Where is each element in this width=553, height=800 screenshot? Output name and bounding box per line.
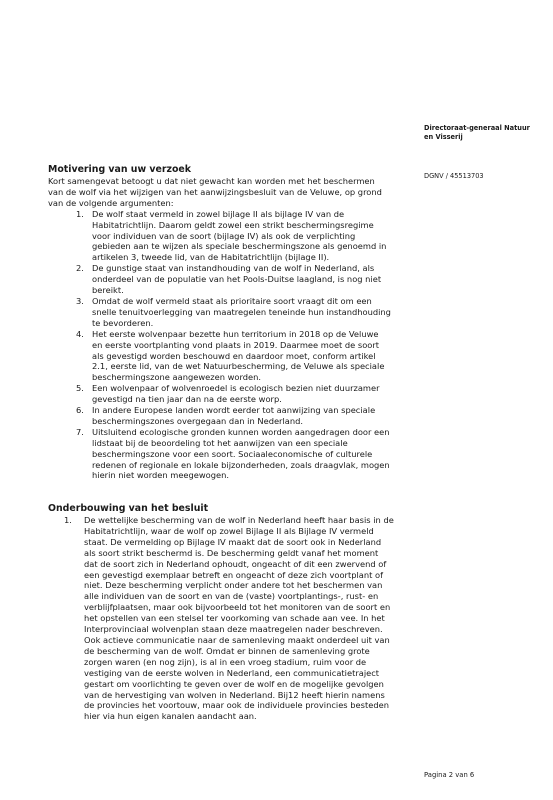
list-item-text (92, 405, 418, 427)
page-number: Pagina 2 van 6 (424, 771, 475, 779)
section-justification (48, 503, 418, 722)
text-line: hier via hun eigen kanalen aandacht aan. (84, 711, 257, 722)
text-line: 2.1, eerste lid, van de wet Natuurbescherming, de Veluwe als speciale (92, 361, 385, 372)
text-line: Habitatrichtlijn, waar de wolf op zowel Bijlage II als Bijlage IV vermeld (84, 525, 374, 536)
text-line: gestart om voorlichting te geven over de wolf en de mogelijke gevolgen (84, 678, 384, 689)
argument-list (48, 209, 418, 482)
list-item-text (92, 209, 418, 264)
text-line: staat. De vermelding op Bijlage IV maakt dat de soort ook in Nederland (84, 536, 382, 547)
text-line: Uitsluitend ecologische gronden kunnen worden aangedragen door een (92, 426, 390, 437)
list-item (48, 209, 418, 264)
text-line: bereikt. (92, 285, 124, 296)
text-line: als soort strikt beschermd is. De bescherming geldt vanaf het moment (84, 547, 379, 558)
text-line: verblijfplaatsen, maar ook bijvoorbeeld tot het monitoren van de soort en (84, 602, 391, 613)
intro-line: van de volgende argumenten: (48, 197, 174, 208)
list-item-text (92, 329, 418, 384)
text-line: en eerste voortplanting vond plaats in 2019. Daarmee moet de soort (92, 339, 380, 350)
section-heading: Motivering van uw verzoek (48, 164, 191, 175)
text-line: de provincies het voortouw, maar ook de individuele provincies besteden (84, 700, 389, 711)
list-item-number: 1. (76, 208, 84, 219)
text-line: Omdat de wolf vermeld staat als prioritaire soort vraagt dit om een (92, 295, 372, 306)
list-item-number: 5. (76, 383, 84, 394)
list-item-text (92, 263, 418, 296)
list-item-number: 2. (76, 263, 84, 274)
list-item (48, 383, 418, 405)
list-item-number: 7. (76, 426, 84, 437)
list-item (48, 405, 418, 427)
justification-list (48, 515, 418, 722)
list-item-text (92, 296, 418, 329)
list-item-text (84, 515, 418, 722)
text-line: hierin niet worden meegewogen. (92, 470, 230, 481)
text-line: beschermingszone voor een soort. Sociaaleconomische of culturele (92, 448, 373, 459)
text-line: gevestigd na tien jaar dan na de eerste worp. (92, 394, 282, 405)
text-line: De gunstige staat van instandhouding van de wolf in Nederland, als (92, 263, 375, 274)
text-line: De wettelijke bescherming van de wolf in Nederland heeft haar basis in de (84, 515, 394, 525)
text-line: De wolf staat vermeld in zowel bijlage II als bijlage IV van de (92, 208, 345, 219)
intro-paragraph (48, 176, 418, 209)
text-line: een gevestigd exemplaar betreft en ongeacht of deze zich voortplant of (84, 569, 384, 580)
section-heading: Onderbouwing van het besluit (48, 503, 209, 514)
text-line: Interprovinciaal wolvenplan staan deze maatregelen nader beschreven. (84, 624, 383, 635)
list-item-number: 4. (76, 328, 84, 339)
list-item-number: 1. (64, 515, 72, 525)
list-item (48, 296, 418, 329)
section-motivation (48, 164, 418, 481)
list-item-number: 6. (76, 405, 84, 416)
list-item (48, 329, 418, 384)
text-line: beschermingszone aangewezen worden. (92, 372, 261, 383)
text-line: redenen of regionale en lokale bijzonderheden, zoals draagvlak, mogen (92, 459, 390, 470)
list-item-number: 3. (76, 295, 84, 306)
text-line: gebieden aan te wijzen als speciale beschermingszone als genoemd in (92, 241, 387, 252)
text-line: niet. Deze bescherming verplicht onder andere tot het beschermen van (84, 580, 383, 591)
organization-name-line-2: en Visserij (424, 133, 463, 141)
text-line: Ook actieve communicatie naar de samenleving maakt onderdeel uit van (84, 634, 390, 645)
text-line: het opstellen van een stelsel ter voorkoming van schade aan vee. In het (84, 613, 385, 624)
text-line: alle individuen van de soort en van de (vaste) voortplantings-, rust- en (84, 591, 379, 602)
intro-line: van de wolf via het wijzigen van het aanwijzingsbesluit van de Veluwe, op grond (48, 186, 382, 197)
text-line: te bevorderen. (92, 317, 154, 328)
text-line: onderdeel van de populatie van het Pools-Duitse laagland, is nog niet (92, 274, 382, 285)
text-line: Een wolvenpaar of wolvenroedel is ecologisch bezien niet duurzamer (92, 383, 380, 394)
text-line: de bescherming van de wolf. Omdat er binnen de samenleving grote (84, 645, 370, 656)
text-line: dat de soort zich in Nederland ophoudt, ongeacht of dit een zwervend of (84, 558, 387, 569)
list-item (48, 515, 418, 722)
organization-name (424, 124, 548, 142)
text-line: voor individuen van de soort (bijlage IV) als ook de verplichting (92, 230, 356, 241)
text-line: van de hervestiging van wolven in Nederland. Bij12 heeft hierin namens (84, 689, 385, 700)
text-line: beschermingszones overgegaan dan in Nederland. (92, 415, 304, 426)
text-line: vestiging van de eerste wolven in Nederland, een communicatietraject (84, 667, 380, 678)
organization-name-line-1: Directoraat-generaal Natuur (424, 124, 530, 132)
list-item (48, 263, 418, 296)
text-line: zorgen waren (en nog zijn), is al in een vroeg stadium, ruim voor de (84, 656, 367, 667)
list-item-text (92, 383, 418, 405)
text-line: snelle tenuitvoerlegging van maatregelen teneinde hun instandhouding (92, 306, 391, 317)
text-line: Habitatrichtlijn. Daarom geldt zowel een strikt beschermingsregime (92, 219, 374, 230)
list-item-text (92, 427, 418, 482)
intro-line: Kort samengevat betoogt u dat niet gewacht kan worden met het beschermen (48, 176, 375, 186)
text-line: Het eerste wolvenpaar bezette hun territorium in 2018 op de Veluwe (92, 328, 379, 339)
text-line: artikelen 3, tweede lid, van de Habitatrichtlijn (bijlage II). (92, 252, 330, 263)
reference-number: DGNV / 45513703 (424, 172, 484, 180)
list-item (48, 427, 418, 482)
text-line: als gevestigd worden beschouwd en daardoor moet, conform artikel (92, 350, 376, 361)
text-line: In andere Europese landen wordt eerder tot aanwijzing van speciale (92, 405, 376, 416)
text-line: lidstaat bij de beoordeling tot het aanwijzen van een speciale (92, 437, 348, 448)
